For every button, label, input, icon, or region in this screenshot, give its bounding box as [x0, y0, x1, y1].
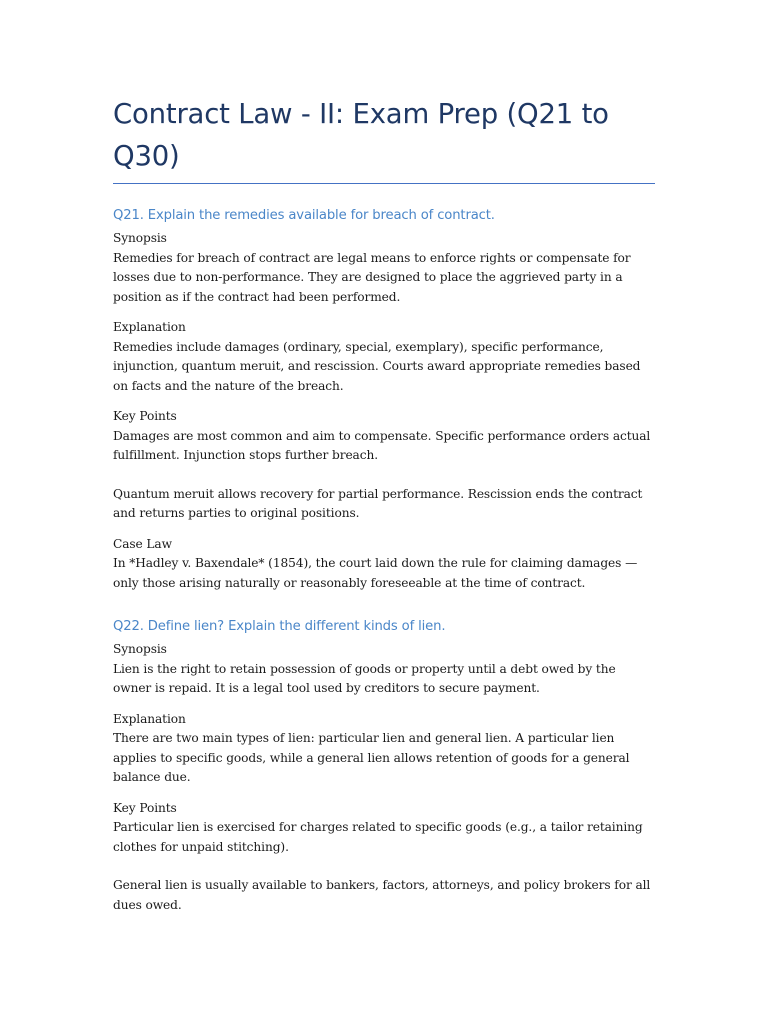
section-paragraph: Lien is the right to retain possession of goods or property until a debt owed by the owner is repaid. It is a legal tool used by creditors to secure payment. — [113, 661, 616, 695]
section-paragraph: Quantum meruit allows recovery for partial performance. Rescission ends the contract and returns parties to original positions. — [113, 486, 643, 520]
section-title: Key Points — [113, 409, 177, 423]
question-q21 — [113, 206, 655, 593]
section-paragraph: There are two main types of lien: particular lien and general lien. A particular lien applies to specific goods, while a general lien allows retention of goods for a general balance due. — [113, 731, 630, 784]
section-title: Synopsis — [113, 642, 167, 656]
section-explanation — [113, 710, 655, 788]
question-q22 — [113, 617, 655, 915]
section-title: Synopsis — [113, 231, 167, 245]
section-title: Explanation — [113, 320, 186, 334]
question-heading: Q21. Explain the remedies available for breach of contract. — [113, 208, 495, 223]
section-paragraph: Remedies include damages (ordinary, special, exemplary), specific performance, injunction, quantum meruit, and rescission. Courts award appropriate remedies based on facts and the nature of the breach. — [113, 339, 641, 393]
section-paragraph: Particular lien is exercised for charges related to specific goods (e.g., a tailor retaining clothes for unpaid stitching). — [113, 820, 643, 854]
document-title: Contract Law - II: Exam Prep (Q21 to Q30) — [113, 93, 655, 184]
section-case-law — [113, 535, 655, 594]
section-key-points — [113, 407, 655, 524]
section-paragraph: General lien is usually available to bankers, factors, attorneys, and policy brokers for all dues owed. — [113, 878, 651, 912]
section-synopsis — [113, 229, 655, 307]
document-page — [113, 93, 655, 926]
section-title: Explanation — [113, 711, 186, 726]
section-paragraph: Remedies for breach of contract are legal means to enforce rights or compensate for losses due to non-performance. They are designed to place the aggrieved party in a position as if the contract had been performed. — [113, 250, 631, 304]
section-explanation — [113, 318, 655, 396]
section-synopsis — [113, 640, 655, 699]
section-title: Case Law — [113, 536, 172, 551]
section-paragraph: Damages are most common and aim to compensate. Specific performance orders actual fulfillment. Injunction stops further breach. — [113, 428, 651, 462]
section-key-points — [113, 799, 655, 916]
question-heading: Q22. Define lien? Explain the different kinds of lien. — [113, 619, 446, 634]
section-paragraph: In *Hadley v. Baxendale* (1854), the court laid down the rule for claiming damages — only those arising naturally or reasonably foreseeable at the time of contract. — [113, 556, 638, 590]
section-title: Key Points — [113, 800, 177, 815]
